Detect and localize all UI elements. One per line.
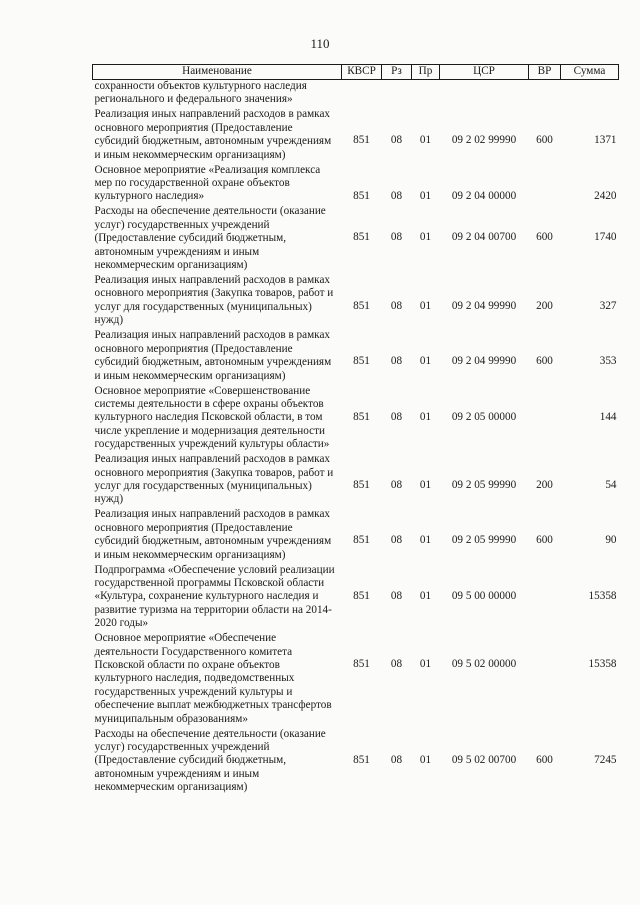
cell-pr: 01 xyxy=(419,534,432,547)
cell-sum: 15358 xyxy=(588,589,617,602)
cell-pr: 01 xyxy=(419,231,432,244)
cell-name: сохранности объектов культурного наследия регионального и федерального значения» xyxy=(94,80,307,106)
cell-rz: 08 xyxy=(390,134,403,147)
table-row xyxy=(93,80,619,109)
cell-name: Подпрограмма «Обеспечение условий реализации государственной программы Псковской области «Культура, сохранение культурного наследия и развитие туризма на территории области на 2014-2020 годы» xyxy=(94,563,335,630)
cell-name: Реализация иных направлений расходов в рамках основного мероприятия (Предоставление субсидий бюджетным, автономным учреждениям и иным некоммерческим организациям) xyxy=(94,508,332,561)
cell-kvsr: 851 xyxy=(353,658,370,671)
cell-csr xyxy=(440,80,529,109)
cell-sum: 144 xyxy=(599,410,617,423)
cell-sum: 15358 xyxy=(588,658,617,671)
cell-vr xyxy=(529,80,561,109)
cell-kvsr xyxy=(342,80,382,109)
cell-pr: 01 xyxy=(419,134,432,147)
cell-pr: 01 xyxy=(419,658,432,671)
cell-csr: 09 2 02 99990 xyxy=(451,134,517,147)
table-row xyxy=(93,205,619,274)
cell-rz: 08 xyxy=(390,589,403,602)
budget-table xyxy=(92,64,619,796)
cell-name: Расходы на обеспечение деятельности (оказание услуг) государственных учреждений (Предоставление субсидий бюджетным, автономным учреждениям и иным некоммерческим организациям) xyxy=(94,205,326,272)
cell-csr: 09 2 04 99990 xyxy=(451,355,517,368)
cell-name: Расходы на обеспечение деятельности (оказание услуг) государственных учреждений (Предоставление субсидий бюджетным, автономным учреждениям и иным некоммерческим организациям) xyxy=(94,727,326,794)
table-row xyxy=(93,728,619,797)
table-row xyxy=(93,329,619,384)
page-number: 110 xyxy=(310,36,330,51)
cell-vr: 600 xyxy=(536,355,553,368)
cell-name: Реализация иных направлений расходов в рамках основного мероприятия (Предоставление субсидий бюджетным, автономным учреждениям и иным некоммерческим организациям) xyxy=(94,329,332,382)
header-name: Наименование xyxy=(93,65,342,80)
table-row xyxy=(93,453,619,508)
table-row xyxy=(93,508,619,563)
cell-vr: 200 xyxy=(536,479,553,492)
cell-kvsr: 851 xyxy=(353,534,370,547)
header-pr: Пр xyxy=(412,65,440,80)
cell-vr: 600 xyxy=(536,534,553,547)
cell-csr: 09 2 05 00000 xyxy=(451,410,517,423)
cell-kvsr: 851 xyxy=(353,189,370,202)
cell-name: Реализация иных направлений расходов в рамках основного мероприятия (Закупка товаров, работ и услуг для государственных (муниципальных) нужд) xyxy=(94,274,334,327)
table-row xyxy=(93,564,619,633)
cell-vr: 600 xyxy=(536,134,553,147)
cell-pr: 01 xyxy=(419,479,432,492)
table-row xyxy=(93,385,619,454)
cell-rz: 08 xyxy=(390,231,403,244)
cell-csr: 09 2 05 99990 xyxy=(451,479,517,492)
cell-kvsr: 851 xyxy=(353,355,370,368)
cell-vr xyxy=(529,564,561,633)
cell-rz: 08 xyxy=(390,753,403,766)
header-csr: ЦСР xyxy=(440,65,529,80)
header-sum: Сумма xyxy=(561,65,619,80)
cell-sum: 54 xyxy=(605,479,617,492)
cell-pr: 01 xyxy=(419,753,432,766)
cell-sum: 2420 xyxy=(594,189,617,202)
cell-sum: 327 xyxy=(599,300,617,313)
cell-kvsr: 851 xyxy=(353,134,370,147)
cell-rz xyxy=(382,80,412,109)
cell-kvsr: 851 xyxy=(353,479,370,492)
cell-pr: 01 xyxy=(419,355,432,368)
cell-kvsr: 851 xyxy=(353,300,370,313)
cell-rz: 08 xyxy=(390,300,403,313)
cell-csr: 09 2 04 00700 xyxy=(451,231,517,244)
cell-vr: 600 xyxy=(536,753,553,766)
cell-rz: 08 xyxy=(390,479,403,492)
table-row xyxy=(93,632,619,727)
cell-csr: 09 5 02 00700 xyxy=(451,753,517,766)
cell-sum: 353 xyxy=(599,355,617,368)
cell-sum xyxy=(561,80,619,109)
cell-rz: 08 xyxy=(390,410,403,423)
cell-pr xyxy=(412,80,440,109)
cell-rz: 08 xyxy=(390,534,403,547)
cell-kvsr: 851 xyxy=(353,753,370,766)
cell-vr: 200 xyxy=(536,300,553,313)
table-row xyxy=(93,164,619,206)
cell-csr: 09 2 04 00000 xyxy=(451,189,517,202)
cell-name: Основное мероприятие «Обеспечение деятельности Государственного комитета Псковской области по охране объектов культурного наследия, подведомственных государственных учреждений культуры и обеспечение выплат межбюджетных трансфертов муниципальным образованиям» xyxy=(94,632,332,725)
table-row xyxy=(93,274,619,329)
cell-kvsr: 851 xyxy=(353,410,370,423)
cell-csr: 09 2 04 99990 xyxy=(451,300,517,313)
cell-pr: 01 xyxy=(419,410,432,423)
header-rz: Рз xyxy=(382,65,412,80)
cell-name: Реализация иных направлений расходов в рамках основного мероприятия (Закупка товаров, работ и услуг для государственных (муниципальных) нужд) xyxy=(94,453,334,506)
cell-sum: 90 xyxy=(605,534,617,547)
cell-sum: 1740 xyxy=(594,231,617,244)
cell-sum: 1371 xyxy=(594,134,617,147)
cell-rz: 08 xyxy=(390,658,403,671)
cell-pr: 01 xyxy=(419,589,432,602)
cell-csr: 09 5 00 00000 xyxy=(451,589,517,602)
header-vr: ВР xyxy=(529,65,561,80)
cell-kvsr: 851 xyxy=(353,589,370,602)
cell-vr xyxy=(529,632,561,727)
table-header-row xyxy=(93,65,619,80)
cell-vr xyxy=(529,385,561,454)
cell-pr: 01 xyxy=(419,189,432,202)
cell-rz: 08 xyxy=(390,355,403,368)
cell-csr: 09 2 05 99990 xyxy=(451,534,517,547)
cell-name: Основное мероприятие «Реализация комплекса мер по государственной охране объектов культурного наследия» xyxy=(94,163,321,203)
cell-vr xyxy=(529,164,561,206)
cell-name: Реализация иных направлений расходов в рамках основного мероприятия (Предоставление субсидий бюджетным, автономным учреждениям и иным некоммерческим организациям) xyxy=(94,108,332,161)
cell-pr: 01 xyxy=(419,300,432,313)
cell-name: Основное мероприятие «Совершенствование системы деятельности в сфере охраны объектов культурного наследия Псковской области, в том числе укрепление и модернизация деятельности государственных учреждений культуры области» xyxy=(94,384,330,451)
cell-vr: 600 xyxy=(536,231,553,244)
cell-csr: 09 5 02 00000 xyxy=(451,658,517,671)
cell-kvsr: 851 xyxy=(353,231,370,244)
header-kvsr: КВСР xyxy=(342,65,382,80)
cell-sum: 7245 xyxy=(594,753,617,766)
table-row xyxy=(93,108,619,163)
cell-rz: 08 xyxy=(390,189,403,202)
